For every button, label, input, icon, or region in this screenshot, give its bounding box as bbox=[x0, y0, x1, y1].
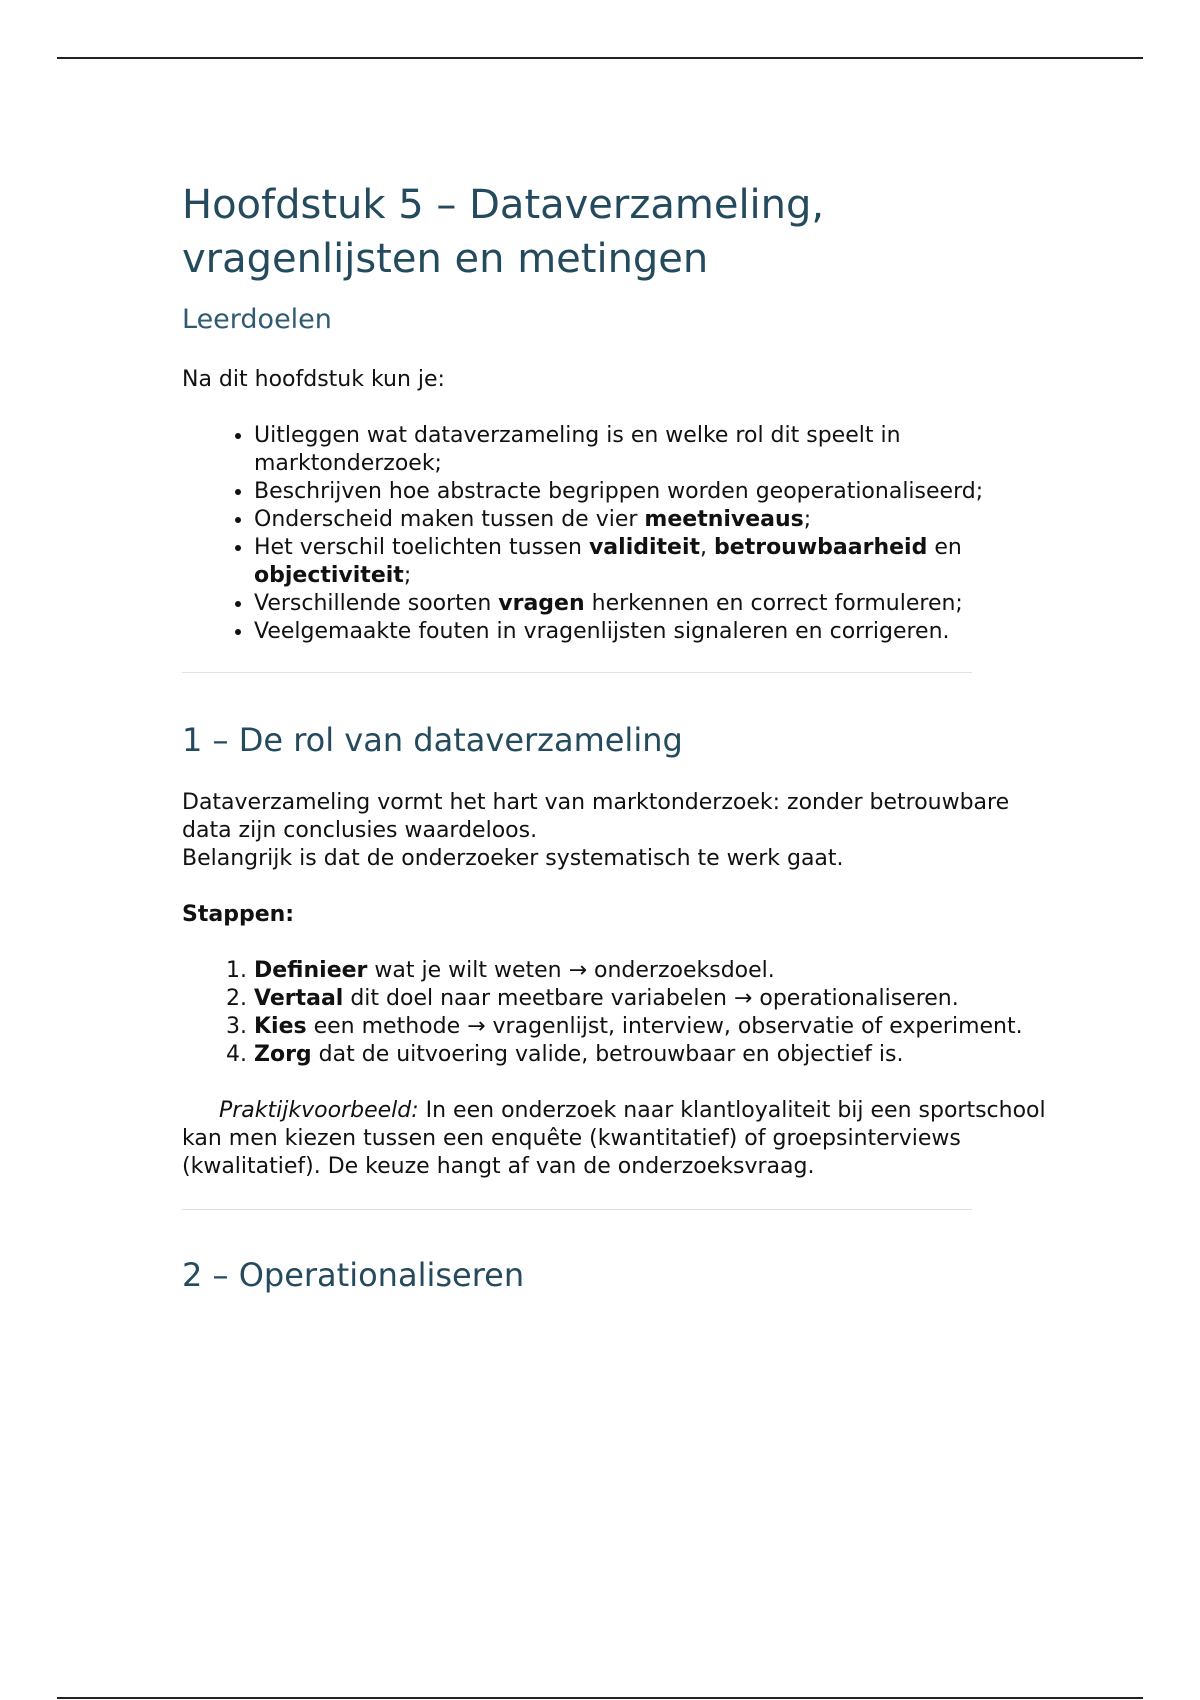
leerdoel-item: • Veelgemaakte fouten in vragenlijsten signaleren en corrigeren. bbox=[254, 618, 1062, 646]
section-1-paragraph: Dataverzameling vormt het hart van marktonderzoek: zonder betrouwbare data zijn conclusies waardeloos. Belangrijk is dat de onderzoeker systematisch te werk gaat. bbox=[182, 790, 1010, 871]
section-1-heading: 1 – De rol van dataverzameling bbox=[182, 721, 683, 759]
step-item: 1. Definieer wat je wilt weten → onderzoeksdoel. bbox=[254, 957, 1062, 985]
section-divider bbox=[182, 672, 972, 673]
section-divider bbox=[182, 1209, 972, 1210]
step-item: 3. Kies een methode → vragenlijst, interview, observatie of experiment. bbox=[254, 1013, 1062, 1041]
leerdoel-item: • Onderscheid maken tussen de vier meetniveaus; bbox=[254, 506, 1062, 534]
leerdoel-item: • Beschrijven hoe abstracte begrippen worden geoperationaliseerd; bbox=[254, 478, 1062, 506]
leerdoel-item: • Uitleggen wat dataverzameling is en welke rol dit speelt in marktonderzoek; bbox=[254, 422, 1062, 478]
leerdoel-item: • Het verschil toelichten tussen validiteit, betrouwbaarheid en objectiviteit; bbox=[254, 534, 1062, 590]
chapter-title bbox=[182, 178, 1062, 286]
chapter-title-line-2: vragenlijsten en metingen bbox=[182, 236, 709, 282]
section-2-heading: 2 – Operationaliseren bbox=[182, 1256, 525, 1294]
step-item: 2. Vertaal dit doel naar meetbare variabelen → operationaliseren. bbox=[254, 985, 1062, 1013]
steps-list bbox=[182, 957, 1062, 1069]
document-body bbox=[182, 178, 1062, 1298]
example-paragraph: Praktijkvoorbeeld: In een onderzoek naar klantloyaliteit bij een sportschool kan men kiezen tussen een enquête (kwantitatief) of groepsinterviews (kwalitatief). De keuze hangt af van de onderzoeksvraag. bbox=[182, 1098, 1046, 1179]
chapter-title-line-1: Hoofdstuk 5 – Dataverzameling, bbox=[182, 182, 825, 228]
leerdoelen-list bbox=[182, 422, 1062, 646]
leerdoelen-heading: Leerdoelen bbox=[182, 304, 332, 335]
leerdoelen-intro: Na dit hoofdstuk kun je: bbox=[182, 367, 445, 392]
page-top-rule bbox=[57, 57, 1143, 59]
step-item: 4. Zorg dat de uitvoering valide, betrouwbaar en objectief is. bbox=[254, 1041, 1062, 1069]
steps-label: Stappen: bbox=[182, 902, 295, 927]
page-bottom-rule bbox=[57, 1697, 1143, 1699]
leerdoel-item: • Verschillende soorten vragen herkennen en correct formuleren; bbox=[254, 590, 1062, 618]
